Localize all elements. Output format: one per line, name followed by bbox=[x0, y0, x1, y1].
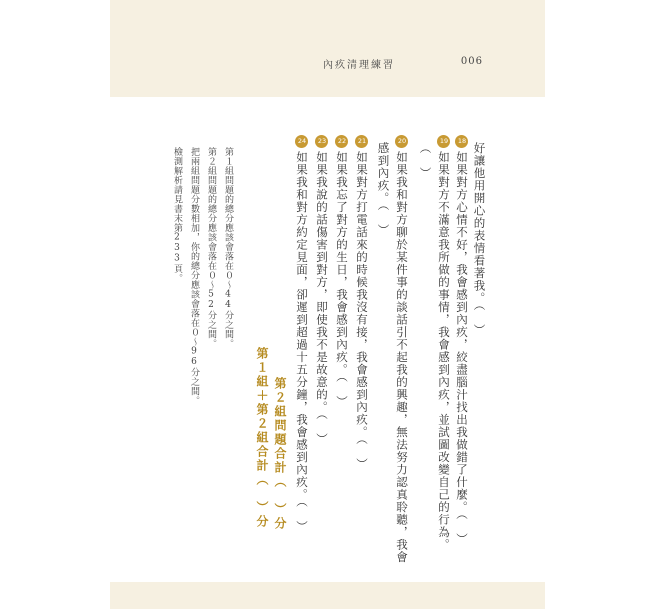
question-line: 感到內疚。（ ） bbox=[376, 142, 391, 237]
note-group1-range: 第１組問題的總分應該會落在０～44分之間。 bbox=[223, 147, 233, 349]
note-group2-range: 第２組問題的總分應該會落在０～52分之間。 bbox=[206, 147, 216, 349]
question-number-badge: 23 bbox=[315, 135, 328, 148]
note-analysis-ref: 檢測解析請見書末第233頁。 bbox=[172, 147, 182, 283]
question-18: 18如果對方心情不好，我會感到內疚，絞盡腦汁找出我做錯了什麼。（ ） bbox=[455, 137, 469, 546]
footer-band bbox=[110, 582, 545, 609]
question-number-badge: 24 bbox=[295, 135, 308, 148]
question-20: 20如果我和對方聊於某件事的談話引不起我的興趣，無法努力認真聆聽，我會 bbox=[395, 137, 409, 564]
header-band bbox=[110, 0, 545, 97]
question-21: 21如果對方打電話來的時候我沒有接，我會感到內疚。（ ） bbox=[355, 137, 369, 471]
question-line: （ ） bbox=[418, 142, 433, 180]
note-total-range: 把兩組問題分數相加，你的總分應該會落在０～96分之間。 bbox=[189, 147, 199, 406]
question-23: 23如果我說的話傷害到對方，即使我不是故意的。（ ） bbox=[315, 137, 329, 446]
question-19: 19如果對方不滿意我所做的事情，我會感到內疚，並試圖改變自己的行為。 bbox=[437, 137, 451, 551]
question-22: 22如果我忘了對方的生日，我會感到內疚。（ ） bbox=[335, 137, 349, 408]
combined-total: 第１組＋第２組合計（ ）分 bbox=[255, 347, 269, 529]
question-number-badge: 19 bbox=[437, 135, 450, 148]
question-number-badge: 21 bbox=[355, 135, 368, 148]
question-number-badge: 20 bbox=[395, 135, 408, 148]
page-number: 006 bbox=[460, 56, 483, 67]
running-title: 內疚清理練習 bbox=[323, 60, 395, 71]
group2-total: 第２組問題合計（ ）分 bbox=[273, 377, 287, 531]
question-24: 24如果我和對方約定見面，卻遲到超過十五分鐘，我會感到內疚。（ ） bbox=[295, 137, 309, 533]
question-line: 好讓他用開心的表情看著我。（ ） bbox=[472, 142, 487, 337]
question-number-badge: 18 bbox=[455, 135, 468, 148]
question-number-badge: 22 bbox=[335, 135, 348, 148]
